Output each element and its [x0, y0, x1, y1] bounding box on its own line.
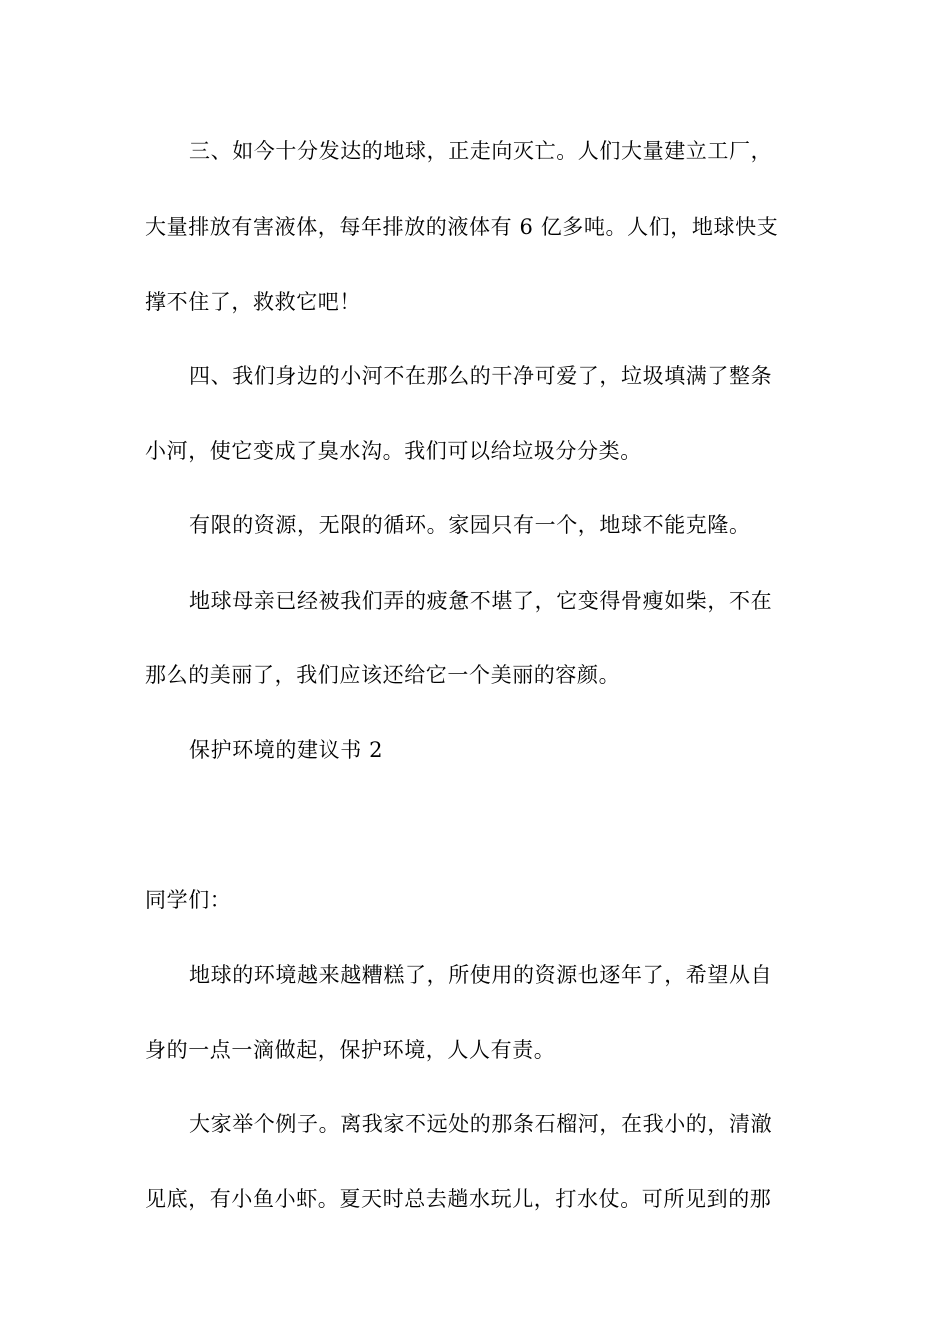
- paragraph-line: 撑不住了，救救它吧！: [145, 290, 361, 314]
- paragraph-line: 地球母亲已经被我们弄的疲惫不堪了，它变得骨瘦如柴，不在: [189, 589, 773, 613]
- paragraph-line: 四、我们身边的小河不在那么的干净可爱了，垃圾填满了整条: [189, 364, 773, 388]
- paragraph-line: 见底，有小鱼小虾。夏天时总去趟水玩儿，打水仗。可所见到的那: [145, 1187, 772, 1211]
- section-heading: 保护环境的建议书 2: [189, 738, 384, 762]
- paragraph-line: 有限的资源，无限的循环。家园只有一个，地球不能克隆。: [189, 513, 751, 537]
- salutation: 同学们：: [145, 888, 232, 912]
- paragraph-line: 大家举个例子。离我家不远处的那条石榴河，在我小的，清澈: [189, 1112, 773, 1136]
- paragraph-line: 地球的环境越来越糟糕了，所使用的资源也逐年了，希望从自: [189, 963, 773, 987]
- paragraph-line: 大量排放有害液体，每年排放的液体有 6 亿多吨。人们，地球快支: [145, 215, 779, 239]
- paragraph-line: 三、如今十分发达的地球，正走向灭亡。人们大量建立工厂，: [189, 139, 773, 163]
- paragraph-line: 身的一点一滴做起，保护环境，人人有责。: [145, 1038, 556, 1062]
- paragraph-line: 那么的美丽了，我们应该还给它一个美丽的容颜。: [145, 663, 621, 687]
- paragraph-line: 小河，使它变成了臭水沟。我们可以给垃圾分分类。: [145, 439, 642, 463]
